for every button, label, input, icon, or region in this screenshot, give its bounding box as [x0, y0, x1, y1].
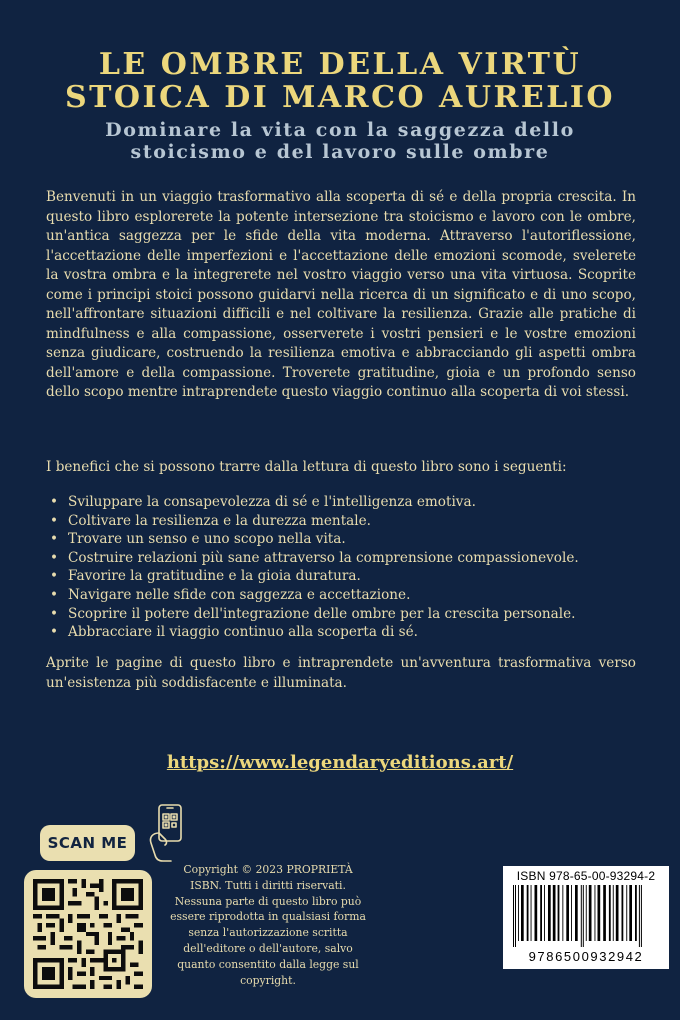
barcode-bar: [571, 885, 572, 941]
barcode-bar: [513, 885, 514, 947]
barcode-bar: [527, 885, 529, 941]
bullet: •: [50, 605, 59, 622]
barcode-bar: [616, 885, 619, 941]
barcode-bar: [609, 885, 611, 941]
list-item: • Navigare nelle sfide con saggezza e accettazione.: [50, 586, 411, 603]
barcode-bar: [581, 885, 582, 947]
book-title-line-1: LE OMBRE DELLA VIRTÙ: [98, 47, 582, 82]
barcode-bar: [540, 885, 542, 941]
list-item: • Coltivare la resilienza e la durezza mentale.: [50, 512, 371, 529]
barcode-bar: [598, 885, 601, 941]
barcode-bar: [595, 885, 596, 941]
barcode-bar: [548, 885, 551, 941]
barcode-bar: [639, 885, 640, 947]
isbn-label: ISBN 978-65-00-93294-2: [516, 869, 656, 883]
book-subtitle: [0, 119, 680, 163]
list-item: • Sviluppare la consapevolezza di sé e l'intelligenza emotiva.: [50, 494, 476, 510]
barcode-bar: [535, 885, 538, 941]
bullet: •: [50, 586, 59, 603]
list-item: • Favorire la gratitudine e la gioia duratura.: [50, 568, 361, 585]
barcode-bar: [518, 885, 519, 941]
barcode-bar: [521, 885, 524, 941]
isbn-digits: 9786500932942: [528, 949, 644, 964]
book-title: [0, 48, 680, 114]
barcode-bar: [544, 885, 545, 941]
book-subtitle-line-2: stoicismo e del lavoro sulle ombre: [130, 141, 550, 163]
benefits-intro: I benefici che si possono trarre dalla lettura di questo libro sono i seguenti:: [46, 459, 567, 475]
barcode: [511, 885, 661, 947]
bullet: •: [50, 494, 59, 510]
scan-me-badge: SCAN ME: [40, 825, 135, 861]
barcode-bar: [575, 885, 578, 941]
bullet: •: [50, 568, 59, 585]
barcode-bar: [583, 885, 584, 947]
barcode-bar: [641, 885, 642, 947]
barcode-bar: [629, 885, 632, 941]
barcode-bar: [603, 885, 606, 941]
barcode-bar: [635, 885, 637, 941]
barcode-bar: [626, 885, 627, 941]
barcode-bar: [622, 885, 624, 941]
barcode-bar: [562, 885, 563, 941]
outro-paragraph: Aprite le pagine di questo libro e intraprendete un'avventura trasformativa verso un'esistenza più soddisfacente e illuminata.: [46, 655, 636, 691]
list-item: • Costruire relazioni più sane attraverso la comprensione compassionevole.: [50, 549, 579, 566]
barcode-bar: [566, 885, 569, 941]
qr-code[interactable]: [33, 879, 143, 989]
copyright-notice: Copyright © 2023 PROPRIETÀ ISBN. Tutti i diritti riservati. Nessuna parte di questo libro può essere riprodotta in qualsiasi forma senza l'autorizzazione scritta dell'editore o dell'autore, salvo quanto consentito dalla legge sul copyright.: [170, 863, 366, 987]
barcode-bar: [515, 885, 516, 947]
phone-qr-icon: [145, 803, 191, 863]
bullet: •: [50, 512, 59, 529]
website-link[interactable]: https://www.legendaryeditions.art/: [166, 752, 514, 773]
list-item: • Scoprire il potere dell'integrazione delle ombre per la crescita personale.: [50, 605, 576, 622]
bullet: •: [50, 531, 59, 548]
barcode-bar: [613, 885, 614, 941]
barcode-bar: [531, 885, 532, 941]
benefits-list: [46, 493, 636, 642]
barcode-bar: [558, 885, 560, 941]
bullet: •: [50, 549, 59, 566]
list-item: • Trovare un senso e uno scopo nella vita.: [50, 531, 346, 548]
intro-paragraph: Benvenuti in un viaggio trasformativo alla scoperta di sé e della propria crescita. In questo libro esplorerete la potente intersezione tra stoicismo e lavoro con le ombre, un'antica saggezza per le sfide della vita moderna. Attraverso l'autoriflessione, l'accettazione delle imperfezioni e l'accettazione delle emozioni scomode, svelerete la vostra ombra e la integrerete nel vostro viaggio verso una vita virtuosa. Scoprite come i principi stoici possono guidarvi nella ricerca di un significato e di uno scopo, nell'affrontare situazioni difficili e nel coltivare la resilienza. Grazie alle pratiche di mindfulness e alla compassione, osserverete i vostri pensieri e le vostre emozioni senza giudicare, costruendo la resilienza emotiva e abbracciando gli aspetti ombra dell'amore e della compassione. Troverete gratitudine, gioia e un profondo senso dello scopo mentre intraprendete questo viaggio continuo alla scoperta di voi stessi.: [46, 189, 636, 400]
book-subtitle-line-1: Dominare la vita con la saggezza dello: [105, 119, 575, 141]
barcode-bar: [586, 885, 587, 941]
barcode-bar: [589, 885, 592, 941]
bullet: •: [50, 624, 59, 641]
list-item: • Abbracciare il viaggio continuo alla scoperta di sé.: [50, 624, 418, 641]
qr-code-frame: [24, 870, 152, 998]
barcode-bar: [553, 885, 556, 941]
book-title-line-2: STOICA DI MARCO AURELIO: [64, 80, 616, 115]
isbn-barcode-box: [503, 866, 669, 969]
